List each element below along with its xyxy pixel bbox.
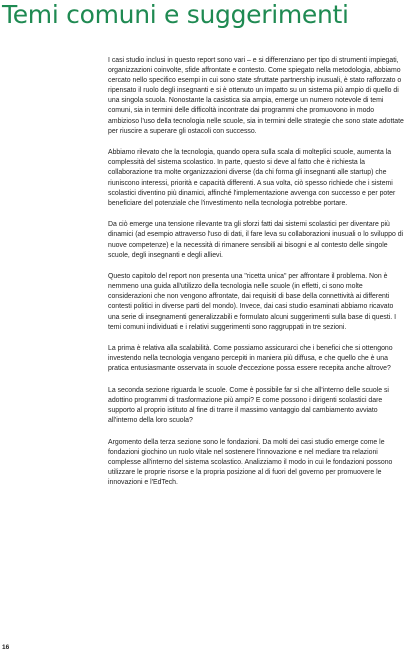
page-title: Temi comuni e suggerimenti [2,0,349,29]
paragraph-4: Questo capitolo del report non presenta una "ricetta unica" per affrontare il problema. Non è nemmeno una guida all'utilizzo della tecnologia nelle scuole (in effetti, ci sono molte considerazioni che non vengono affrontate, dai requisiti di base della connettività ai differenti contesti politici in diverse parti del mondo). Invece, dai casi studio esaminati abbiamo ricavato una serie di insegnamenti generalizzabili e formulato alcuni suggerimenti sulla base di questi. I temi comuni individuati e i relativi suggerimenti sono raggruppati in tre sezioni. [108,273,397,331]
paragraph-1: I casi studio inclusi in questo report sono vari – e si differenziano per tipo di strumenti impiegati, organizzazioni coinvolte, sfide affrontate e contesto. Come spiegato nella metodologia, abbiamo cercato nello specifico esempi in cui sono state sfruttate partnership inusuali, è stato rafforzato o ripensato il ruolo degli insegnanti e si è ottenuto un impatto su un sistema più ampio di quello di una singola scuola. Nonostante la casistica sia ampia, emerge un numero notevole di temi comuni, sia in termini delle difficoltà incontrate dai programmi che promuovono in modo ambizioso l'uso della tecnologia nelle scuole, sia in termini delle strategie che sono state adottate per riuscire a superare gli ostacoli con successo. [108,57,404,135]
paragraph-7: Argomento della terza sezione sono le fondazioni. Da molti dei casi studio emerge come le fondazioni giochino un ruolo vitale nel sostenere l'innovazione e nel mediare tra relazioni complesse all'interno del sistema scolastico. Analizziamo il modo in cui le fondazioni possono utilizzare le proprie risorse e la propria posizione al di fuori del governo per promuovere le innovazioni e l'EdTech. [108,438,393,487]
page-number: 16 [2,644,10,651]
body-text [108,56,405,500]
paragraph-5: La prima è relativa alla scalabilità. Come possiamo assicurarci che i benefici che si ottengono investendo nella tecnologia vengano percepiti in maniera più diffusa, e che quello che è una pratica entusiasmante osservata in scuole d'eccezione possa essere recepita anche altrove? [108,345,393,373]
paragraph-3: Da ciò emerge una tensione rilevante tra gli sforzi fatti dai sistemi scolastici per diventare più dinamici (ad esempio attraverso l'uso di dati, il fare leva su collaborazioni inusuali o lo sviluppo di nuove competenze) e la necessità di rimanere sensibili ai bisogni e al contesto delle singole scuole, degli insegnanti e degli allievi. [108,221,404,259]
paragraph-6: La seconda sezione riguarda le scuole. Come è possibile far sì che all'interno delle scuole si adottino programmi di trasformazione più ampi? E come possono i dirigenti scolastici dare supporto al proprio istituto al fine di trarre il massimo vantaggio dal cambiamento avviato all'interno della loro scuola? [108,387,389,425]
paragraph-2: Abbiamo rilevato che la tecnologia, quando opera sulla scala di molteplici scuole, aumenta la complessità del sistema scolastico. In parte, questo si deve al fatto che è richiesta la collaborazione tra molte organizzazioni diverse (da chi forma gli insegnanti alle startup) che riuniscono interessi, priorità e capacità differenti. A sua volta, ciò spesso richiede che i sistemi scolastici diventino più dinamici, affinché l'implementazione avvenga con successo e per poter beneficiare del potenziale che l'investimento nella tecnologia potrebbe portare. [108,149,396,207]
